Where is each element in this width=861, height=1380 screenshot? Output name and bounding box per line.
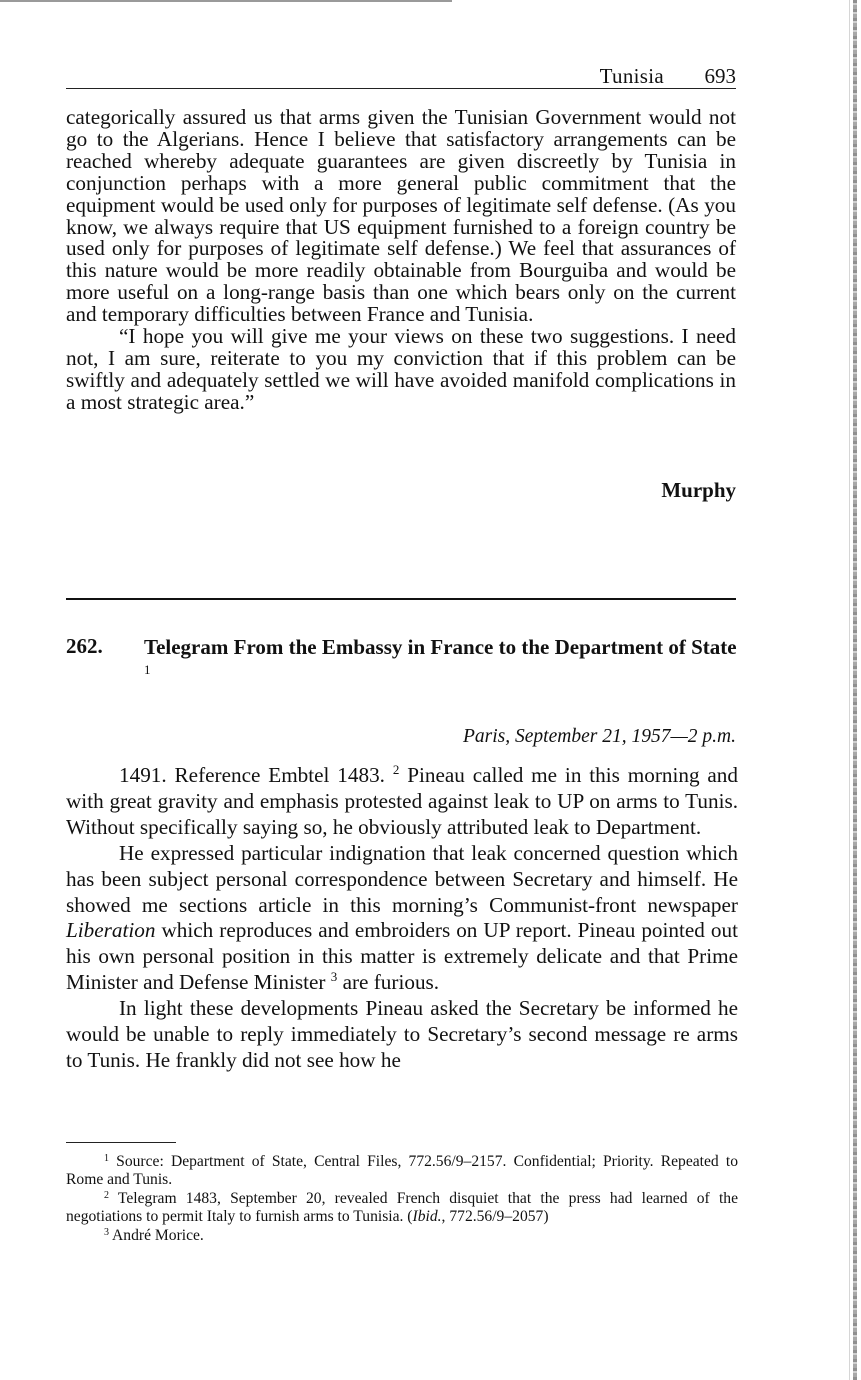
scan-edge-right-inner xyxy=(849,0,850,1380)
footnote-2-mark: 2 xyxy=(104,1189,109,1201)
page-number: 693 xyxy=(704,64,736,88)
p2-text-c: are furious. xyxy=(337,970,440,995)
document-title-text: Telegram From the Embassy in France to the Department of State xyxy=(144,635,737,659)
footnote-rule xyxy=(66,1142,176,1143)
document-number: 262. xyxy=(66,634,103,658)
footnote-2-ibid: Ibid. xyxy=(412,1208,442,1226)
signature: Murphy xyxy=(661,478,736,502)
footnotes xyxy=(66,1153,738,1245)
footnote-1 xyxy=(66,1153,738,1190)
p2-text-b: which reproduces and embroiders on UP report. Pineau pointed out his own personal position in this matter is extremely delicate and that Prime Minister and Defense Minister xyxy=(66,918,738,995)
document-separator-rule xyxy=(66,598,736,600)
continued-paragraph: categorically assured us that arms given the Tunisian Government would not go to the Algerians. Hence I believe that satisfactory arrangements can be reached whereby adequate guarantees are given discreetly by Tunisia in conjunction perhaps with a more general public commitment that the equipment would be used only for purposes of legitimate self defense. (As you know, we always require that US equipment furnished to a foreign country be used only for purposes of legitimate self defense.) We feel that assurances of this nature would be more readily obtainable from Bourguiba and would be more useful on a long-range basis than one which bears only on the current and temporary difficulties between France and Tunisia. xyxy=(66,105,736,327)
scan-edge-right xyxy=(853,0,857,1380)
footnote-ref-3: 3 xyxy=(330,969,338,985)
footnote-3-text: André Morice. xyxy=(109,1226,204,1244)
footnote-ref-1: 1 xyxy=(144,662,151,677)
scan-edge-top xyxy=(0,0,452,2)
telegram-paragraph-3: In light these developments Pineau asked the Secretary be informed he would be unable to reply immediately to Secretary’s second message re arms to Tunis. He frankly did not see how he xyxy=(66,996,738,1072)
header-rule xyxy=(66,88,736,89)
p1-text-a: 1491. Reference Embtel 1483. xyxy=(119,763,385,787)
footnote-3 xyxy=(66,1227,738,1245)
newspaper-name: Liberation xyxy=(66,918,156,943)
page-header xyxy=(66,64,736,88)
telegram-paragraph-2 xyxy=(66,841,738,996)
footnote-2-text: Telegram 1483, September 20, revealed French disquiet that the press had learned of the negotiations to permit Italy to furnish arms to Tunisia. ( xyxy=(66,1189,738,1226)
telegram-paragraph-1 xyxy=(66,763,738,841)
running-head: Tunisia xyxy=(599,64,664,88)
footnote-2 xyxy=(66,1190,738,1227)
p1-text-b: Pineau called me in this morning and with great gravity and emphasis protested against leak to UP on arms to Tunis. Without specifically saying so, he obviously attributed leak to Department. xyxy=(66,763,738,839)
continued-text xyxy=(66,107,736,414)
footnote-1-mark: 1 xyxy=(104,1153,109,1164)
document-title xyxy=(144,634,744,688)
p2-text-a: He expressed particular indignation that leak concerned question which has been subject personal correspondence between Secretary and himself. He showed me sections article in this morning’s Communist-front newspaper xyxy=(66,840,738,917)
footnote-ref-2: 2 xyxy=(392,762,400,777)
footnote-3-mark: 3 xyxy=(104,1226,109,1238)
footnote-1-text: Source: Department of State, Central Files, 772.56/9–2157. Confidential; Priority. Repeated to Rome and Tunis. xyxy=(66,1153,738,1189)
closing-paragraph: “I hope you will give me your views on these two suggestions. I need not, I am sure, reiterate to you my conviction that if this problem can be swiftly and adequately settled we will have avoided manifold complications in a most strategic area.” xyxy=(66,324,736,414)
telegram-body xyxy=(66,763,738,1074)
footnote-2-text-end: , 772.56/9–2057) xyxy=(441,1208,549,1226)
dateline: Paris, September 21, 1957—2 p.m. xyxy=(463,726,736,747)
